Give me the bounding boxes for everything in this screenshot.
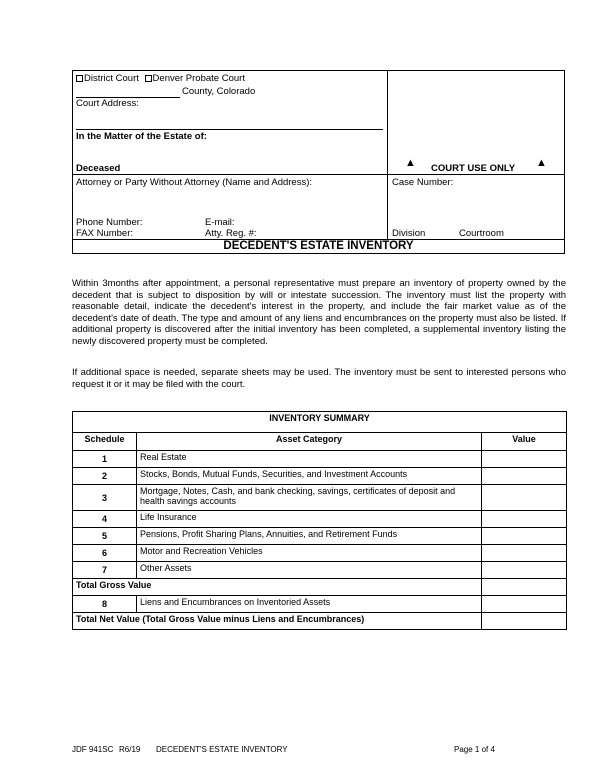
schedule-number: 5 — [73, 528, 137, 545]
table-row — [73, 528, 567, 545]
table-row — [73, 511, 567, 528]
matter-label: In the Matter of the Estate of: — [76, 131, 207, 142]
footer-page: Page 1 of 4 — [454, 745, 495, 754]
district-court-checkbox[interactable] — [76, 75, 83, 82]
table-row — [73, 562, 567, 579]
table-row — [73, 451, 567, 468]
value-cell[interactable] — [482, 511, 567, 528]
schedule-number: 4 — [73, 511, 137, 528]
district-court-label: District Court — [84, 73, 139, 84]
table-row — [73, 485, 567, 511]
email-label: E-mail: — [205, 217, 235, 228]
fax-label: FAX Number: — [76, 228, 134, 239]
value-header: Value — [482, 433, 567, 451]
schedule-number: 7 — [73, 562, 137, 579]
value-cell[interactable] — [482, 451, 567, 468]
triangle-up-icon: ▲ — [536, 157, 547, 169]
asset-category: Motor and Recreation Vehicles — [137, 545, 482, 562]
schedule-number: 1 — [73, 451, 137, 468]
court-address-label: Court Address: — [76, 98, 139, 109]
table-row — [73, 545, 567, 562]
asset-category: Liens and Encumbrances on Inventoried Assets — [137, 596, 482, 613]
asset-category: Stocks, Bonds, Mutual Funds, Securities, and Investment Accounts — [137, 468, 482, 485]
total-net-label: Total Net Value (Total Gross Value minus Liens and Encumbrances) — [73, 613, 482, 630]
asset-category: Pensions, Profit Sharing Plans, Annuities, and Retirement Funds — [137, 528, 482, 545]
value-cell[interactable] — [482, 485, 567, 511]
division-label: Division — [392, 228, 426, 239]
probate-court-label: Denver Probate Court — [152, 73, 245, 84]
table-row — [73, 468, 567, 485]
inventory-summary-table — [72, 411, 567, 630]
phone-label: Phone Number: — [76, 217, 143, 228]
county-label: County, Colorado — [182, 86, 256, 97]
table-row — [73, 579, 567, 596]
value-cell[interactable] — [482, 562, 567, 579]
asset-category: Mortgage, Notes, Cash, and bank checking, savings, certificates of deposit and health savings accounts — [137, 485, 482, 511]
schedule-number: 3 — [73, 485, 137, 511]
instructions-paragraph: Within 3months after appointment, a personal representative must prepare an inventory of property owned by the decedent that is subject to disposition by will or intestate succession. The inventory must list the property with reasonable detail, indicate the decedent's interest in the property, and include the fair market value as of the decedent's date of death. The type and amount of any liens and encumbrances on the property must also be listed. If additional property is discovered after the initial inventory has been completed, a supplemental inventory listing the newly discovered property must be completed. — [72, 278, 566, 347]
total-net-value[interactable] — [482, 613, 567, 630]
court-selection — [76, 73, 245, 84]
triangle-up-icon: ▲ — [405, 157, 416, 169]
value-cell[interactable] — [482, 596, 567, 613]
form-title: DECEDENT'S ESTATE INVENTORY — [223, 240, 414, 252]
schedule-number: 2 — [73, 468, 137, 485]
instructions-paragraph: If additional space is needed, separate sheets may be used. The inventory must be sent to interested persons who request it or it may be filed with the court. — [72, 367, 566, 390]
asset-category: Life Insurance — [137, 511, 482, 528]
attorney-label: Attorney or Party Without Attorney (Name and Address): — [76, 177, 313, 188]
caption-underline — [76, 129, 383, 130]
footer-form-name: DECEDENT'S ESTATE INVENTORY — [156, 745, 288, 754]
schedule-number: 6 — [73, 545, 137, 562]
caption-rule — [72, 174, 565, 175]
courtroom-label: Courtroom — [459, 228, 504, 239]
footer-form-id: JDF 941SC — [72, 745, 114, 754]
footer-revision: R6/19 — [119, 745, 141, 754]
asset-category: Other Assets — [137, 562, 482, 579]
table-row — [73, 613, 567, 630]
probate-court-checkbox[interactable] — [145, 75, 152, 82]
asset-category: Real Estate — [137, 451, 482, 468]
deceased-label: Deceased — [76, 163, 121, 174]
table-row — [73, 596, 567, 613]
value-cell[interactable] — [482, 528, 567, 545]
total-gross-value[interactable] — [482, 579, 567, 596]
atty-reg-label: Atty. Reg. #: — [205, 228, 257, 239]
value-cell[interactable] — [482, 545, 567, 562]
category-header: Asset Category — [137, 433, 482, 451]
schedule-number: 8 — [73, 596, 137, 613]
total-gross-label: Total Gross Value — [73, 579, 482, 596]
caption-divider — [387, 70, 388, 240]
value-cell[interactable] — [482, 468, 567, 485]
case-number-label: Case Number: — [392, 177, 454, 188]
summary-title: INVENTORY SUMMARY — [73, 412, 567, 433]
court-use-only-label: COURT USE ONLY — [431, 163, 516, 174]
schedule-header: Schedule — [73, 433, 137, 451]
